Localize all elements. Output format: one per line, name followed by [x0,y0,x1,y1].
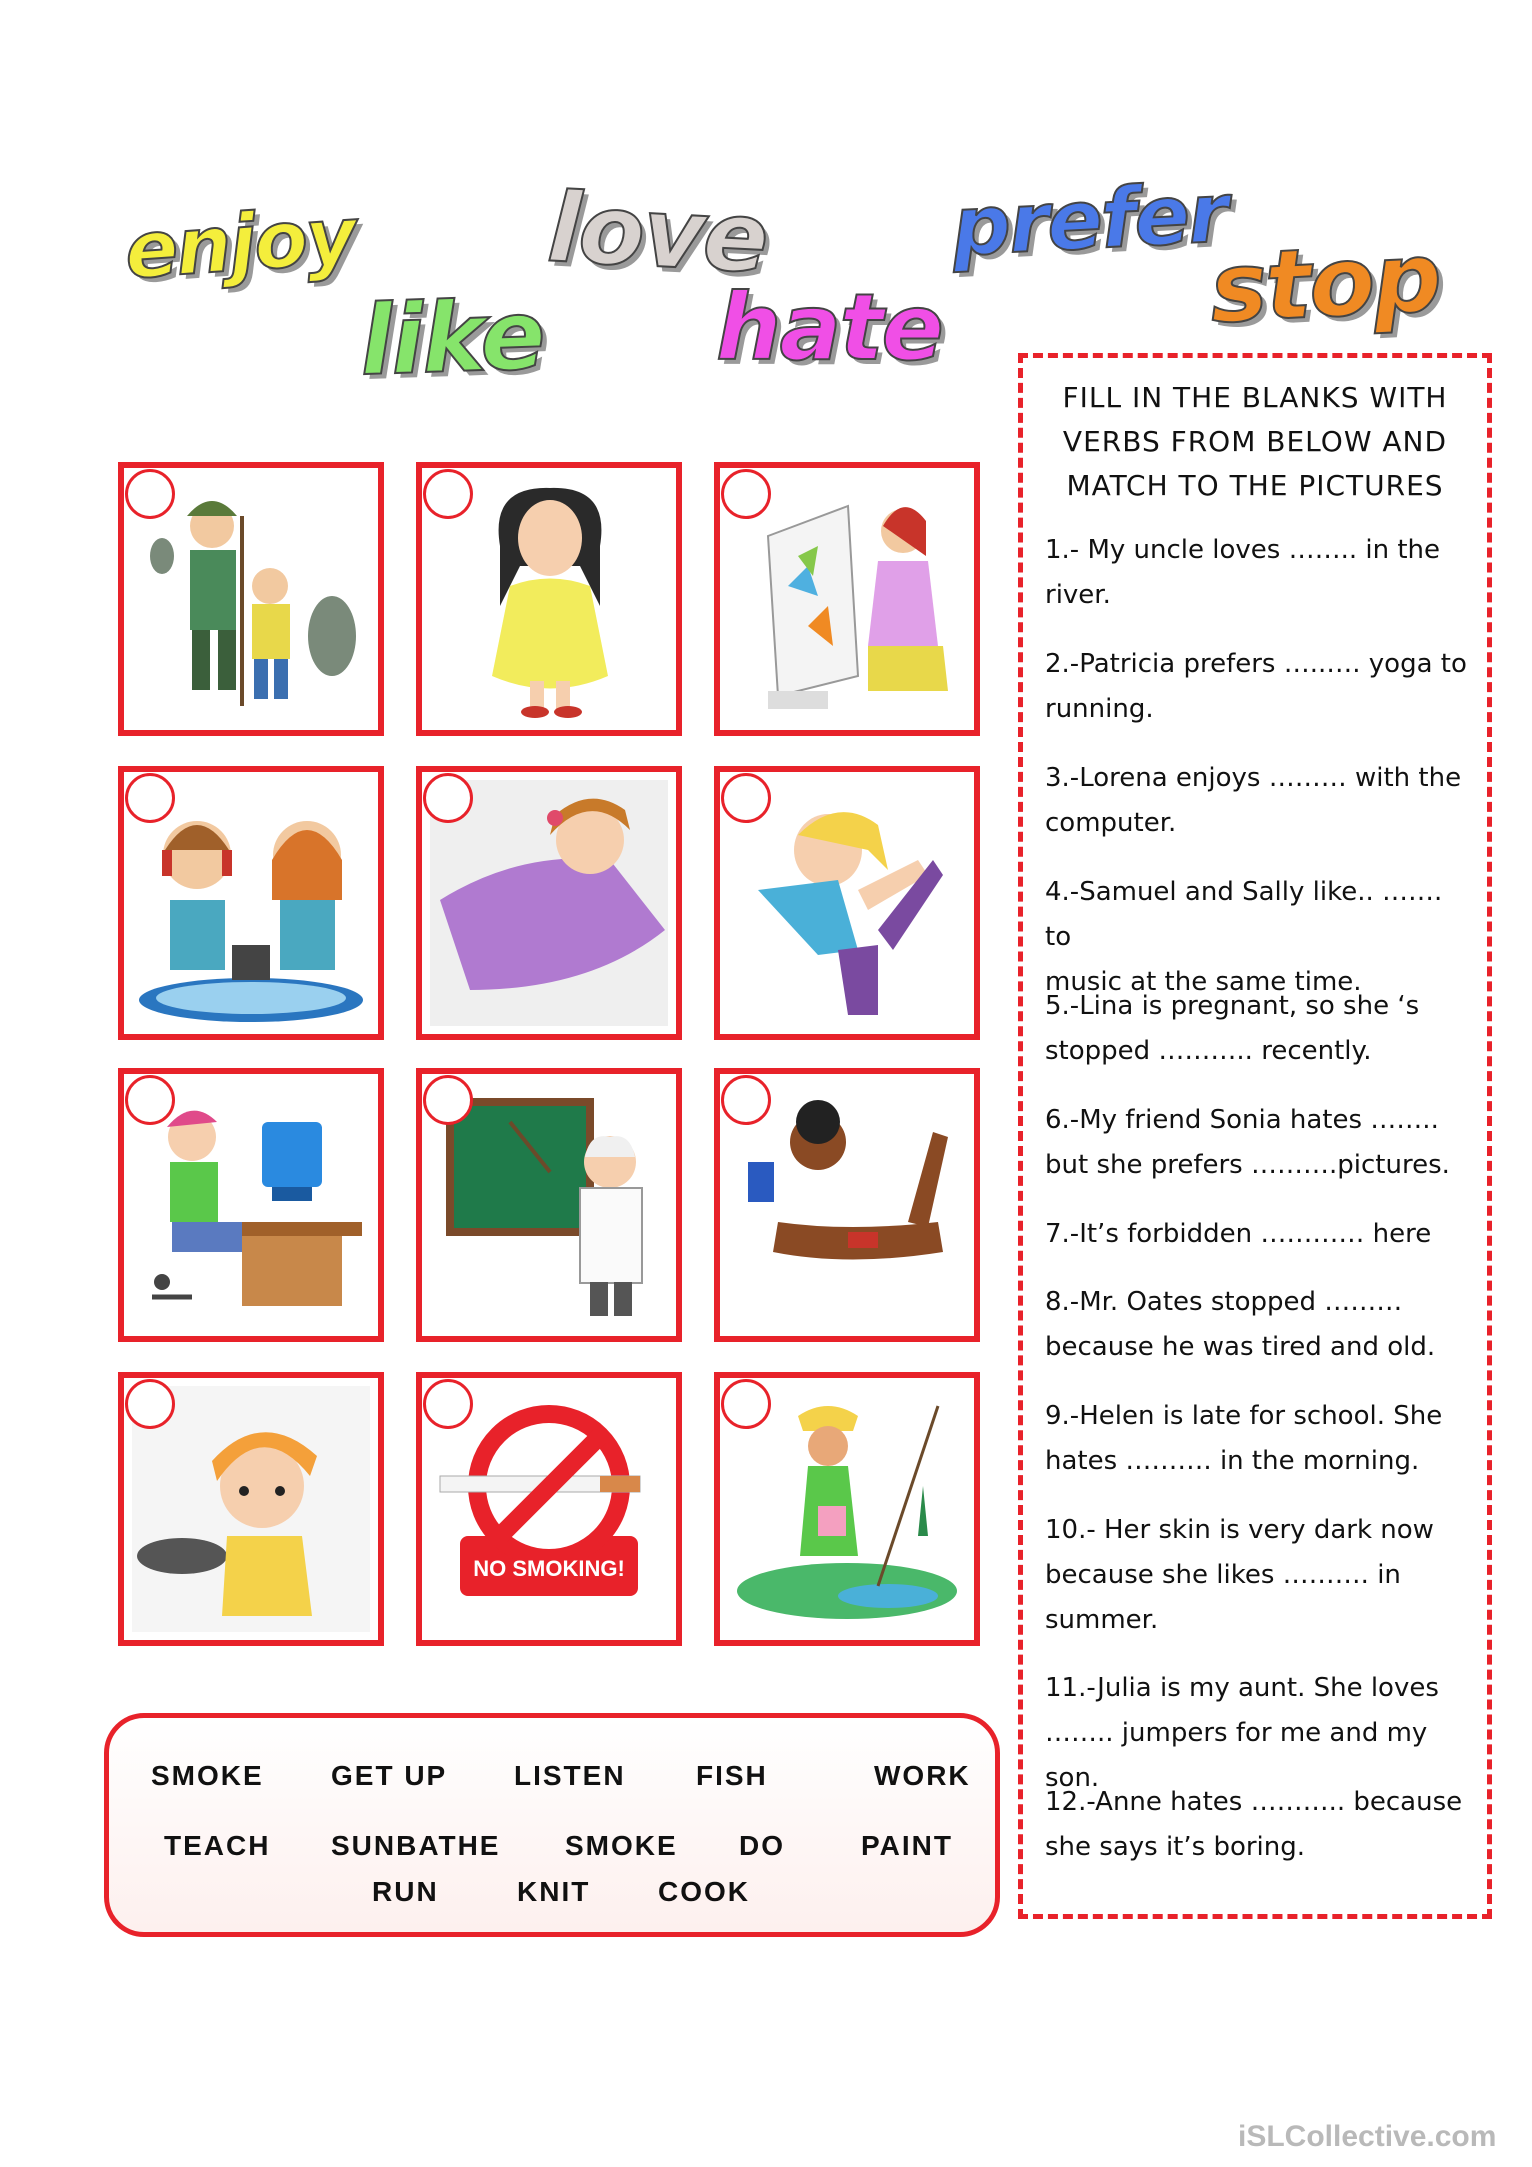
title-word-hate: hate [716,274,942,381]
fishing-family-icon [132,476,370,722]
word-bank-item: KNIT [517,1876,591,1907]
woman-fishing-knitting-icon [728,1386,966,1632]
word-bank-item: GET UP [331,1760,448,1791]
picture-card-2 [416,462,682,736]
picture-card-1 [118,462,384,736]
exercise-4: 4.-Samuel and Sally like.. ……. to music at the same time. [1045,877,1443,997]
answer-circle[interactable] [423,773,473,823]
title-word-love: love [545,171,770,295]
answer-circle[interactable] [423,1379,473,1429]
exercise-6: 6.-My friend Sonia hates …….. but she prefers ……….pictures. [1045,1105,1450,1180]
word-bank-item: SMOKE [565,1830,678,1861]
girl-cooking-icon [132,1386,370,1632]
answer-circle[interactable] [721,1379,771,1429]
word-bank-item: WORK [874,1760,971,1791]
answer-circle[interactable] [125,469,175,519]
site-watermark: iSLCollective.com [1238,2120,1497,2153]
answer-circle[interactable] [423,469,473,519]
word-bank-item: SUNBATHE [331,1830,501,1861]
exercise-12: 12.-Anne hates ……….. because she says it’s boring. [1045,1787,1463,1862]
word-bank-item: DO [739,1830,785,1861]
picture-card-3 [714,462,980,736]
exercise-panel [1018,353,1492,1919]
picture-card-7 [118,1068,384,1342]
exercise-9: 9.-Helen is late for school. She hates ………. in the morning. [1045,1401,1443,1476]
picture-card-5 [416,766,682,1040]
word-bank-item: COOK [658,1876,750,1907]
woman-sunbathing-icon [728,1082,966,1328]
picture-card-4 [118,766,384,1040]
word-bank-item: FISH [696,1760,768,1791]
answer-circle[interactable] [125,773,175,823]
answer-circle[interactable] [125,1379,175,1429]
word-bank-item: SMOKE [151,1760,264,1791]
title-word-stop: stop [1207,221,1443,345]
answer-circle[interactable] [721,469,771,519]
answer-circle[interactable] [721,1075,771,1125]
instructions-title: FILL IN THE BLANKS WITH VERBS FROM BELOW AND MATCH TO THE PICTURES [1062,381,1448,502]
word-bank-item: TEACH [164,1830,271,1861]
exercise-2: 2.-Patricia prefers …..…. yoga to running. [1045,649,1467,724]
girl-sleeping-icon [430,780,668,1026]
title-word-like: like [358,278,546,398]
girl-yoga-icon [728,780,966,1026]
word-bank-item: LISTEN [514,1760,626,1791]
exercise-1: 1.- My uncle loves …….. in the river. [1045,535,1441,610]
answer-circle[interactable] [721,773,771,823]
word-bank-item: PAINT [861,1830,953,1861]
exercise-11: 11.-Julia is my aunt. She loves …….. jumpers for me and my son. [1045,1673,1439,1793]
exercise-10: 10.- Her skin is very dark now because she likes ………. in summer. [1045,1515,1434,1635]
title-word-prefer: prefer [949,165,1229,276]
teacher-blackboard-icon [430,1082,668,1328]
picture-card-10 [118,1372,384,1646]
picture-card-11 [416,1372,682,1646]
no-smoking-sign-icon [430,1386,668,1632]
picture-card-12 [714,1372,980,1646]
exercise-3: 3.-Lorena enjoys ……… with the computer. [1045,763,1462,838]
title-word-enjoy: enjoy [122,191,358,297]
exercise-5: 5.-Lina is pregnant, so she ‘s stopped ……….. recently. [1045,991,1420,1066]
girl-computer-icon [132,1082,370,1328]
word-bank [104,1713,1000,1937]
girl-painting-icon [728,476,966,722]
exercise-7: 7.-It’s forbidden ………… here [1045,1219,1432,1249]
word-bank-item: RUN [372,1876,439,1907]
picture-card-9 [714,1068,980,1342]
answer-circle[interactable] [125,1075,175,1125]
kids-listening-music-icon [132,780,370,1026]
picture-card-8 [416,1068,682,1342]
picture-card-6 [714,766,980,1040]
pregnant-woman-icon [430,476,668,722]
no-smoking-text: NO SMOKING! [473,1556,625,1581]
answer-circle[interactable] [423,1075,473,1125]
exercise-8: 8.-Mr. Oates stopped ……… because he was tired and old. [1045,1287,1436,1362]
